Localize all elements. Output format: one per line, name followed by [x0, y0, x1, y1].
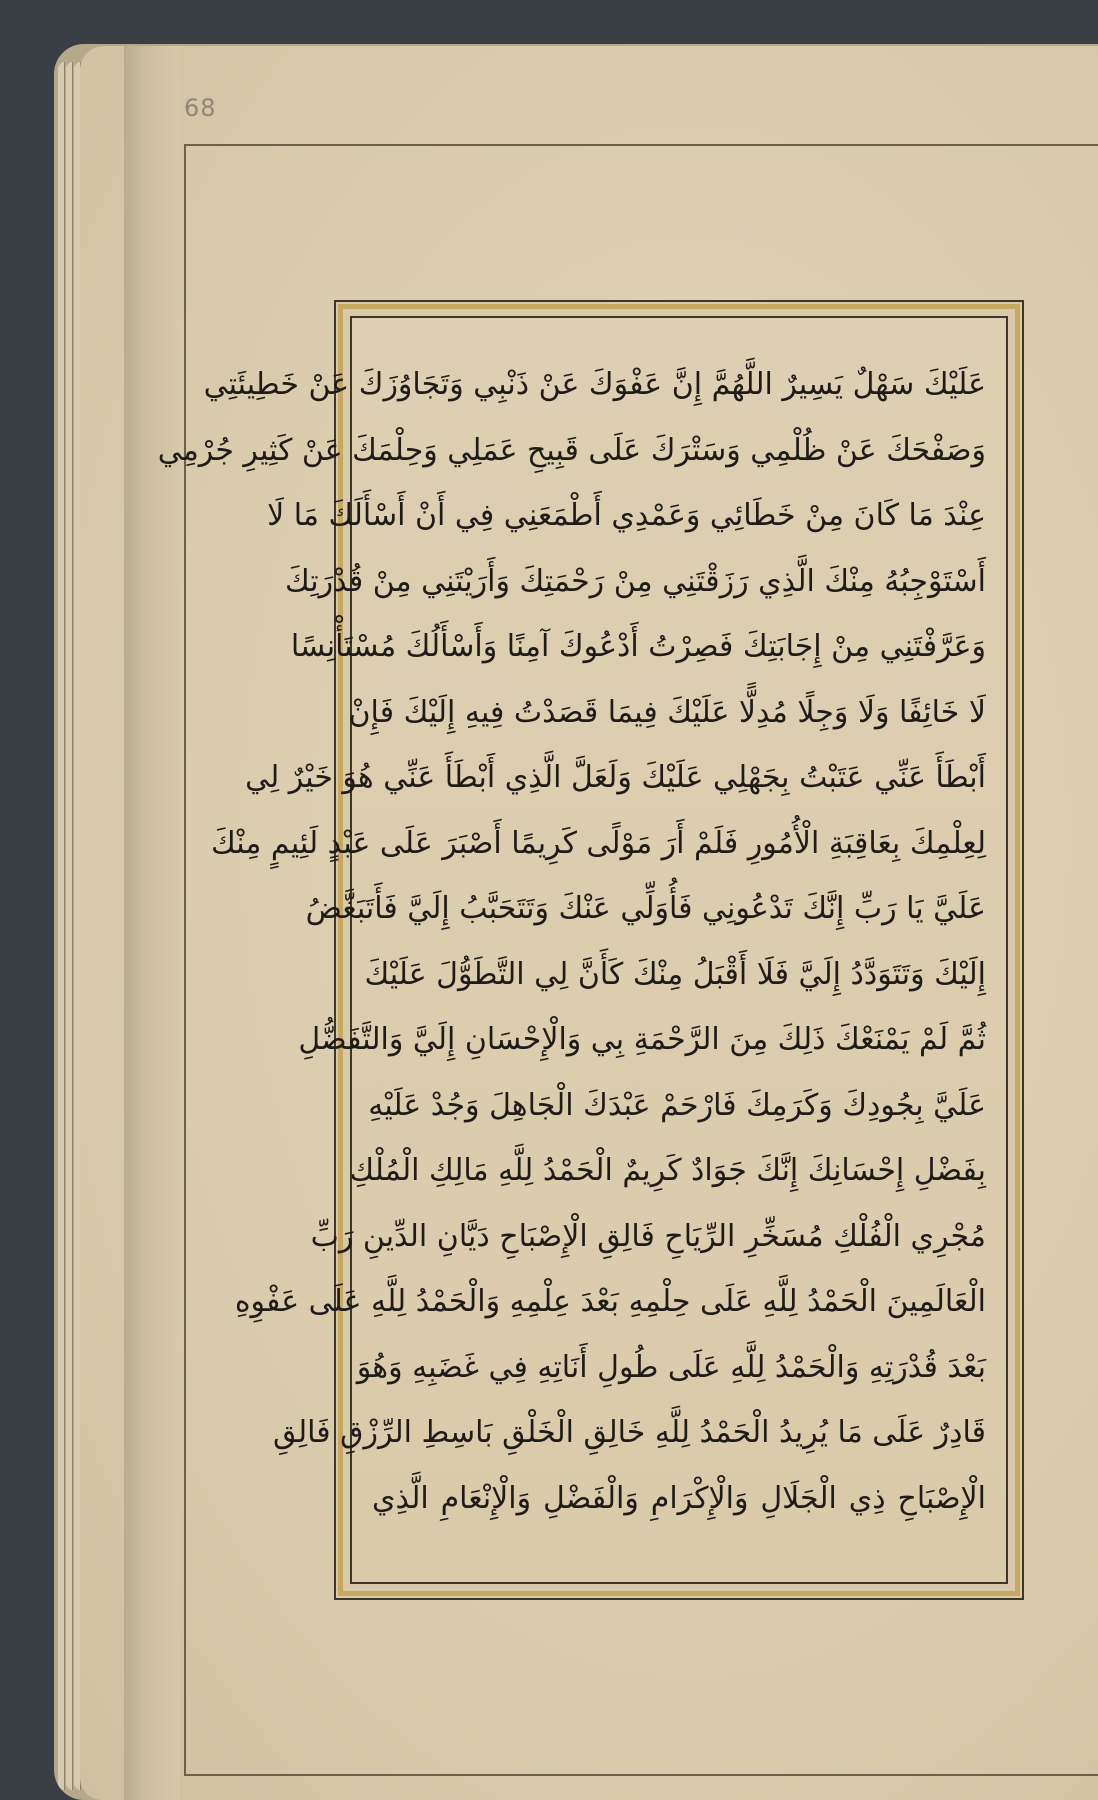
text-line: عَلَيْكَ سَهْلٌ يَسِيرٌ اللَّهُمَّ إِنَّ عَفْوَكَ عَنْ ذَنْبِي وَتَجَاوُزَكَ عَنْ خَطِيئَتِي	[203, 367, 986, 402]
text-line: مُجْرِي الْفُلْكِ مُسَخِّرِ الرِّيَاحِ فَالِقِ الْإِصْبَاحِ دَيَّانِ الدِّينِ رَبِّ	[310, 1218, 986, 1254]
text-line: الْعَالَمِينَ الْحَمْدُ لِلَّهِ عَلَى حِلْمِهِ بَعْدَ عِلْمِهِ وَالْحَمْدُ لِلَّهِ عَلَى عَفْوِهِ	[234, 1284, 986, 1319]
text-line: عِنْدَ مَا كَانَ مِنْ خَطَائِي وَعَمْدِي أَطْمَعَنِي فِي أَنْ أَسْأَلَكَ مَا لَا	[267, 498, 986, 533]
text-line: الْإِصْبَاحِ ذِي الْجَلَالِ وَالْإِكْرَامِ وَالْفَضْلِ وَالْإِنْعَامِ الَّذِي	[372, 1480, 986, 1516]
text-line: وَعَرَّفْتَنِي مِنْ إِجَابَتِكَ فَصِرْتُ أَدْعُوكَ آمِنًا وَأَسْأَلُكَ مُسْتَأْنِسًا	[290, 629, 986, 664]
text-line: وَصَفْحَكَ عَنْ ظُلْمِي وَسَتْرَكَ عَلَى قَبِيحِ عَمَلِي وَحِلْمَكَ عَنْ كَثِيرِ جُرْمِي	[157, 432, 986, 468]
text-line: بِفَضْلِ إِحْسَانِكَ إِنَّكَ جَوَادٌ كَرِيمٌ الْحَمْدُ لِلَّهِ مَالِكِ الْمُلْكِ	[349, 1153, 986, 1188]
text-line: إِلَيْكَ وَتَتَوَدَّدُ إِلَيَّ فَلَا أَقْبَلُ مِنْكَ كَأَنَّ لِي التَّطَوُّلَ عَلَيْكَ	[364, 956, 986, 992]
page-gutter	[124, 46, 180, 1800]
page-leaf	[66, 62, 73, 1790]
text-line: أَسْتَوْجِبُهُ مِنْكَ الَّذِي رَزَقْتَنِي مِنْ رَحْمَتِكَ وَأَرَيْتَنِي مِنْ قُدْرَتِكَ	[284, 563, 986, 599]
margin-rule-left	[184, 144, 186, 1774]
text-line: بَعْدَ قُدْرَتِهِ وَالْحَمْدُ لِلَّهِ عَلَى طُولِ أَنَاتِهِ فِي غَضَبِهِ وَهُوَ	[356, 1349, 986, 1385]
text-line: قَادِرٌ عَلَى مَا يُرِيدُ الْحَمْدُ لِلَّهِ خَالِقِ الْخَلْقِ بَاسِطِ الرِّزْقِ فَالِقِ	[273, 1415, 986, 1450]
text-line: عَلَيَّ يَا رَبِّ إِنَّكَ تَدْعُونِي فَأُوَلِّي عَنْكَ وَتَتَحَبَّبُ إِلَيَّ فَأَتَبَغَّضُ	[305, 891, 986, 926]
text-lines	[157, 352, 986, 1531]
margin-rule-bottom	[184, 1774, 1098, 1776]
text-line: ثُمَّ لَمْ يَمْنَعْكَ ذَلِكَ مِنَ الرَّحْمَةِ بِي وَالْإِحْسَانِ إِلَيَّ وَالتَّفَضُّلِ	[298, 1022, 986, 1057]
folio-number: 68	[184, 94, 217, 122]
text-line: لَا خَائِفًا وَلَا وَجِلًا مُدِلًّا عَلَيْكَ فِيمَا قَصَدْتُ فِيهِ إِلَيْكَ فَإِنْ	[348, 694, 986, 730]
text-line: لِعِلْمِكَ بِعَاقِبَةِ الْأُمُورِ فَلَمْ أَرَ مَوْلًى كَرِيمًا أَصْبَرَ عَلَى عَبْدٍ لَئِيمٍ مِنْكَ	[210, 825, 986, 861]
text-frame-inner	[157, 316, 1008, 1584]
text-frame	[157, 300, 1024, 1600]
text-line: عَلَيَّ بِجُودِكَ وَكَرَمِكَ فَارْحَمْ عَبْدَكَ الْجَاهِلَ وَجُدْ عَلَيْهِ	[368, 1087, 986, 1123]
page-leaf	[58, 62, 65, 1790]
text-line: أَبْطَأَ عَنِّي عَتَبْتُ بِجَهْلِي عَلَيْكَ وَلَعَلَّ الَّذِي أَبْطَأَ عَنِّي هُوَ خَيْرٌ لِي	[245, 760, 986, 795]
margin-rule-top	[184, 144, 1098, 146]
